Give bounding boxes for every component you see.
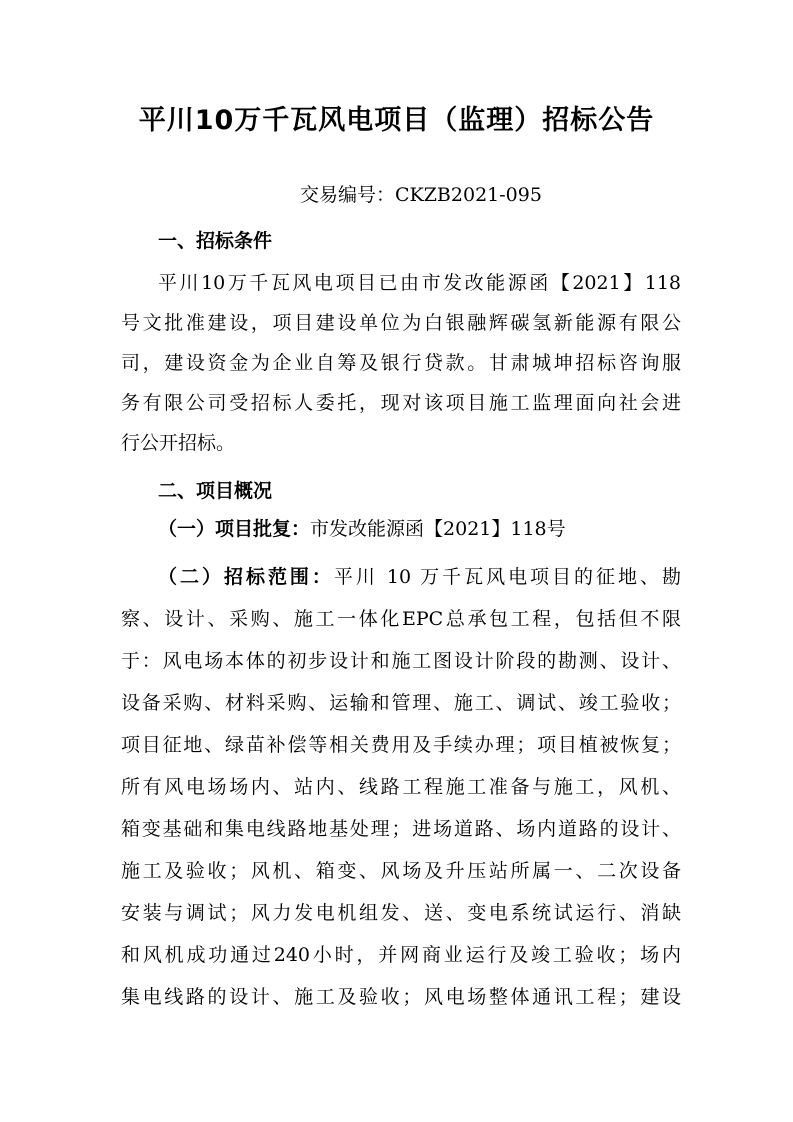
section-heading-project-overview: 二、项目概况 (158, 480, 273, 502)
paragraph-line: 集电线路的设计、施工及验收；风电场整体通讯工程；建设 (121, 986, 681, 1008)
paragraph-line: 平川10万千瓦风电项目已由市发改能源函【2021】118 (158, 272, 681, 294)
paragraph-line: 于：风电场本体的初步设计和施工图设计阶段的勘测、设计、 (121, 650, 681, 672)
section-heading-bid-conditions: 一、招标条件 (158, 230, 273, 252)
paragraph-line: 设备采购、材料采购、运输和管理、施工、调试、竣工验收； (121, 692, 681, 714)
transaction-number: 交易编号：CKZB2021-095 (300, 184, 542, 206)
paragraph-line: 所有风电场场内、站内、线路工程施工准备与施工，风机、 (121, 776, 681, 798)
project-approval-line (158, 516, 681, 542)
page-title: 平川10万千瓦风电项目（监理）招标公告 (138, 105, 655, 136)
paragraph-line: 箱变基础和集电线路地基处理；进场道路、场内道路的设计、 (121, 818, 681, 840)
paragraph-line: 号文批准建设，项目建设单位为白银融辉碳氢新能源有限公 (121, 312, 681, 334)
paragraph-line: 察、设计、采购、施工一体化EPC总承包工程，包括但不限 (121, 608, 681, 630)
bid-scope-line (158, 564, 681, 590)
project-approval-text: 市发改能源函【2021】118号 (310, 518, 566, 540)
bid-scope-text: 平川 10 万千瓦风电项目的征地、勘 (333, 566, 681, 588)
paragraph-line: 施工及验收；风机、箱变、风场及升压站所属一、二次设备 (121, 860, 681, 882)
bid-scope-label: （二）招标范围： (158, 566, 334, 588)
paragraph-line: 务有限公司受招标人委托，现对该项目施工监理面向社会进 (121, 392, 681, 414)
paragraph-line: 司，建设资金为企业自筹及银行贷款。甘肃城坤招标咨询服 (121, 352, 681, 374)
project-approval-label: （一）项目批复： (158, 518, 311, 540)
paragraph-line: 项目征地、绿苗补偿等相关费用及手续办理；项目植被恢复； (121, 734, 681, 756)
paragraph-line: 和风机成功通过240小时，并网商业运行及竣工验收；场内 (121, 944, 681, 966)
paragraph-line: 安装与调试；风力发电机组发、送、变电系统试运行、消缺 (121, 902, 681, 924)
paragraph-line: 行公开招标。 (121, 432, 236, 454)
